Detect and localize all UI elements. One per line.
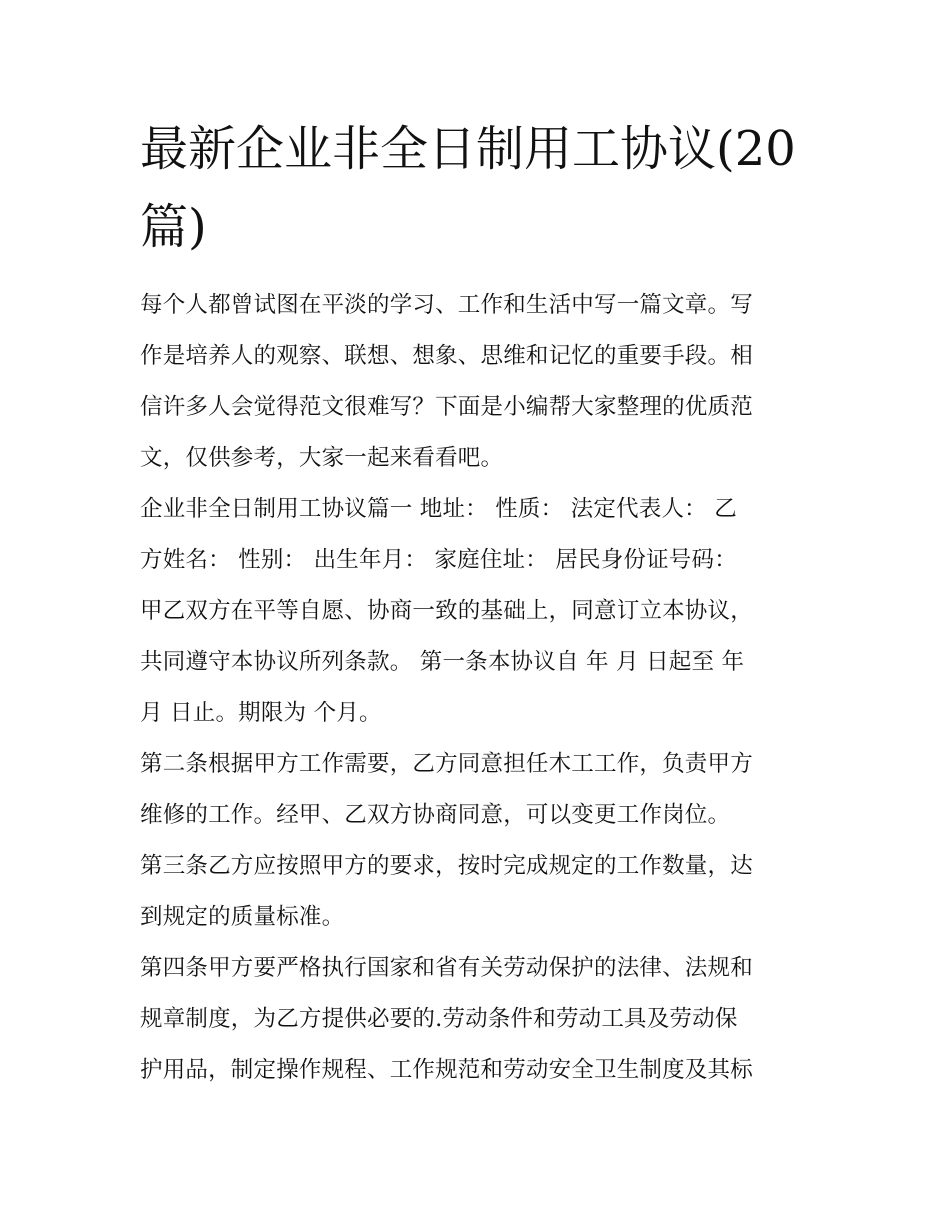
article-three-paragraph: 第三条乙方应按照甲方的要求，按时完成规定的工作数量，达 到规定的质量标准。 — [140, 853, 753, 930]
agreement-header-paragraph: 企业非全日制用工协议篇一 地址： 性质： 法定代表人： 乙 方姓名： 性别： 出生年月： 家庭住址： 居民身份证号码： 甲乙双方在平等自愿、协商一致的基础上，同意订立本协议， 共同遵守本协议所列条款。 第一条本协议自 年 月 日起至 年 月 日止。期限为 个月。 — [140, 496, 753, 726]
document-page — [140, 110, 815, 1096]
article-four-paragraph: 第四条甲方要严格执行国家和省有关劳动保护的法律、法规和 规章制度，为乙方提供必要的.劳动条件和劳动工具及劳动保 护用品，制定操作规程、工作规范和劳动安全卫生制度及其标 — [140, 955, 753, 1083]
article-two-paragraph: 第二条根据甲方工作需要，乙方同意担任木工工作，负责甲方 维修的工作。经甲、乙双方协商同意，可以变更工作岗位。 — [140, 751, 753, 828]
document-title: 最新企业非全日制用工协议(20 篇) — [140, 121, 796, 255]
intro-paragraph: 每个人都曾试图在平淡的学习、工作和生活中写一篇文章。写 作是培养人的观察、联想、想象、思维和记忆的重要手段。相 信许多人会觉得范文很难写？下面是小编帮大家整理的优质范 文，仅供参考，大家一起来看看吧。 — [140, 292, 753, 471]
